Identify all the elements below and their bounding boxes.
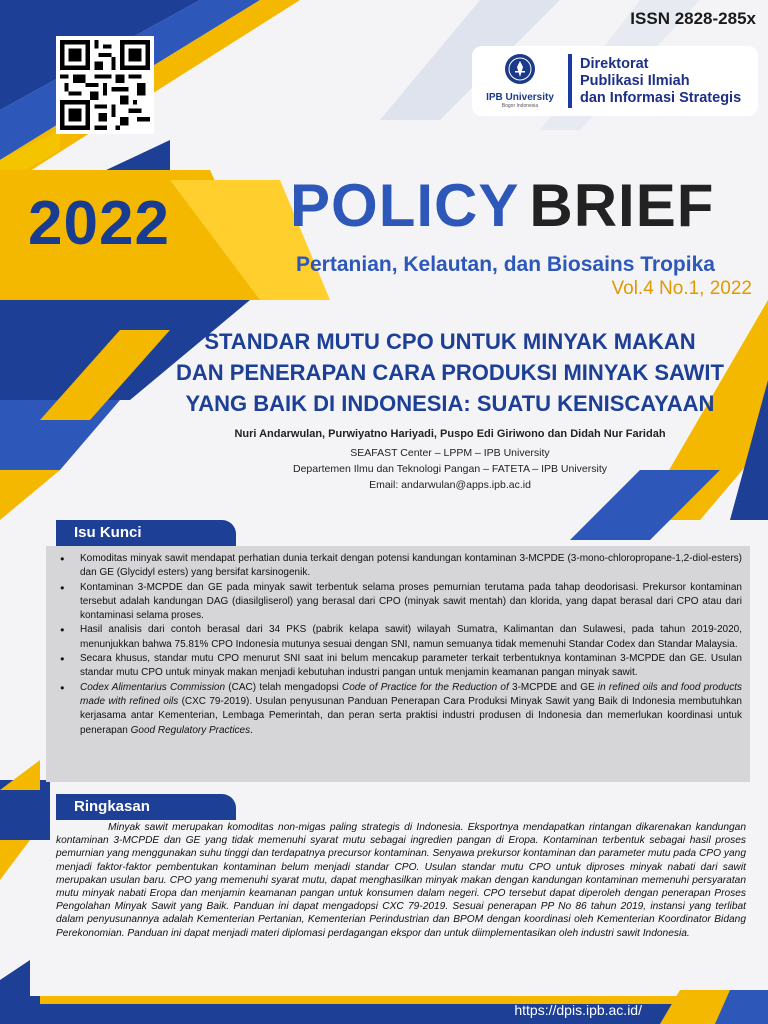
isu-kunci-list — [60, 552, 742, 738]
item5-part1: Codex Alimentarius Commission — [80, 681, 226, 693]
list-item: ● Kontaminan 3-MCPDE dan GE pada minyak sawit terbentuk selama proses pemurnian terutama pada tahap deodorisasi. Prekursor kontaminan tersebut adalah kandungan DAG (diasilgliserol) yang berasal dari CPO (minyak sawit mentah) dan klorida, yang dapat berasal dari CPO atau dari kontaminasi selama proses. — [60, 581, 742, 624]
item5-part4: 3-MCPDE and GE — [508, 681, 598, 693]
list-item: ● Secara khusus, standar mutu CPO menurut SNI saat ini belum mencakup parameter terkait terbentuknya kontaminan 3-MCPDE dan GE. Usulan standar mutu CPO untuk minyak makan menjadi kebutuhan industri pangan untuk menjamin keamanan pangan minyak sawit. — [60, 652, 742, 681]
item5-part3: Code of Practice for the Reduction of — [341, 681, 509, 693]
ipb-logo-banner — [472, 46, 758, 116]
list-item: ● Komoditas minyak sawit mendapat perhatian dunia terkait dengan potensi kandungan kontaminan 3-MCPDE (3-mono-chloropropane-1,2-diol-esters) dan GE (Glycidyl esters) yang bersifat karsinogenik. — [60, 552, 742, 581]
logo-divider — [568, 54, 572, 108]
item5-part6: (CXC 79-2019). Usulan penyusunan Panduan Penerapan Cara Produksi Minyak Sawit yang Baik di Indonesia membutuhkan kerjasama antar Kementerian, Lembaga Pemerintah, dan peran serta praktisi industri produsen di Indonesia dan memerlukan koordinasi untuk penerapan — [80, 695, 742, 736]
affiliation-1: SEAFAST Center – LPPM – IPB University — [350, 447, 550, 459]
affiliation-2: Departemen Ilmu dan Teknologi Pangan – FATETA – IPB University — [293, 463, 607, 475]
cover-year: 2022 — [28, 189, 170, 258]
directorate-line-3: dan Informasi Strategis — [580, 89, 742, 106]
logo-university: IPB University — [486, 92, 554, 103]
qr-code — [56, 36, 154, 134]
website-link[interactable]: https://dpis.ipb.ac.id/ — [514, 1002, 642, 1018]
title-policy: POLICY — [290, 172, 520, 239]
list-item: ● Hasil analisis dari contoh berasal dari 34 PKS (pabrik kelapa sawit) wilayah Sumatra, Kalimantan dan Sulawesi, pada tahun 2019-2020, menunjukkan bahwa 75.81% CPO Indonesia mutunya sesuai dengan SNI, namun semuanya tidak memenuhi Standar Codex dan Standar Malaysia. — [60, 623, 742, 652]
article-title-line-1: STANDAR MUTU CPO UNTUK MINYAK MAKAN — [204, 329, 696, 354]
ringkasan-heading: Ringkasan — [56, 794, 236, 820]
item5-part5: in refined oils and food products made with refined oils — [80, 681, 742, 707]
policy-brief-title — [290, 172, 715, 239]
article-authors: Nuri Andarwulan, Purwiyatno Hariyadi, Puspo Edi Giriwono dan Didah Nur Faridah — [234, 428, 666, 440]
isu-kunci-heading: Isu Kunci — [56, 520, 236, 546]
list-item — [60, 681, 742, 738]
ipb-logo — [472, 53, 568, 109]
logo-subtitle: Bogor Indonesia — [501, 103, 539, 109]
item5-part7: Good Regulatory Practices — [130, 724, 251, 736]
ringkasan-text: Minyak sawit merupakan komoditas non-migas paling strategis di Indonesia. Eksportnya mendapatkan rintangan dikarenakan kandungan kontaminan 3-MCPDE dan GE yang tidak memenuhi syarat mutu sebagai ingredien pangan di Eropa. Kontaminan terbentuk sebagai hasil proses pemurnian yang menggunakan suhu tinggi dan terdapatnya precursor kontaminan. Senyawa prekursor kontaminan dan parameter mutu pada CPO yang menjadi faktor-faktor pembentukan kontaminan belum menjadi standar CPO. Usulan standar mutu CPO untuk diproses minyak nabati dari sawit merupakan usulan baru. CPO yang memenuhi syarat mutu, dapat menghasilkan minyak makan dengan kandungan kontaminan memenuhi persyaratan mutu minyak nabati Eropa dan menjamin keamanan pangan untuk konsumen dalam negeri. CPO tersebut dapat diperoleh dengan penerapan Proses Pengolahan Minyak Sawit yang Baik. Panduan ini dapat mengadopsi CXC 79-2019. Sesuai penerapan PP No 86 tahun 2019, instansi yang terlibat dalam penyusunannya adalah Kementerian Pertanian, Kementerian Perindustrian dan BPOM dengan koordinasi oleh Kementerian Koordinator Bidang Perekonomian. Panduan ini dapat menjadi materi diplomasi perdagangan ekspor dan untuk diimplementasikan oleh industri sawit Indonesia. — [56, 822, 746, 939]
directorate-name — [580, 56, 741, 107]
volume-label: Vol.4 No.1, 2022 — [611, 278, 752, 299]
directorate-line-2: Publikasi Ilmiah — [580, 72, 690, 89]
author-email: Email: andarwulan@apps.ipb.ac.id — [369, 479, 531, 491]
item5-part8: . — [250, 724, 253, 736]
article-title — [130, 326, 768, 419]
article-title-line-2: DAN PENERAPAN CARA PRODUKSI MINYAK SAWIT — [175, 360, 724, 385]
isu-kunci-box — [46, 546, 750, 782]
title-brief: BRIEF — [529, 172, 715, 239]
item5-part2: (CAC) telah mengadopsi — [225, 681, 342, 693]
series-subtitle: Pertanian, Kelautan, dan Biosains Tropika — [296, 253, 715, 276]
ipb-seal-icon — [504, 53, 536, 85]
article-title-line-3: YANG BAIK DI INDONESIA: SUATU KENISCAYAAN — [185, 391, 715, 416]
issn-label: ISSN 2828-285x — [630, 9, 756, 28]
directorate-line-1: Direktorat — [580, 55, 649, 72]
